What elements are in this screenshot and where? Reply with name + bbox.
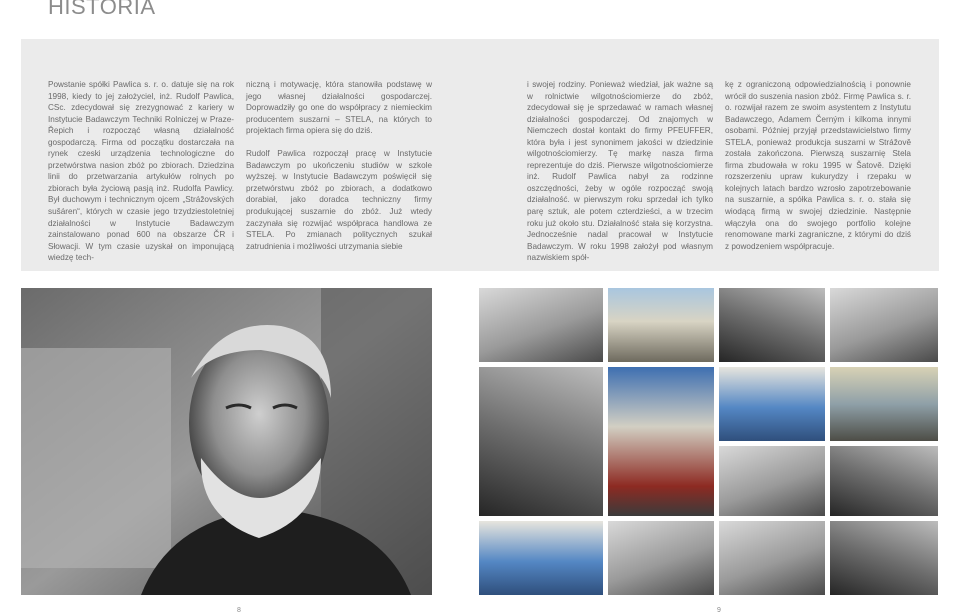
paragraph: Rudolf Pawlica rozpoczął pracę w Instytucie Badawczym po ukończeniu studiów w szkole wyższej. w Instytucie Badawczym poświęcił się przetwórstwu zbóż po zbiorach, a dodatkowo dorabiał, jako doradca techniczny firmy produkującej suszarnie do zbóż. Już wtedy zaczynała się rozwijać współpraca handlowa ze STELA. Po zmianach politycznych szukał zatrudnienia i możliwości utrzymania siebie <box>246 149 432 251</box>
paragraph: i swojej rodziny. Ponieważ wiedział, jak ważne są w rolnictwie wilgotnościomierze do zbóż, zdecydował się je sprzedawać w ramach własnej działalności gospodarczej. Od znajomych w Niemczech dostał kontakt do firmy PFEUFFER, która była i jest synonimem jakości w dziedzinie wilgotnościomierzy. Tę markę nasza firma reprezentuje do dziś. Pierwsze wilgotnościomierze inż. Rudolf Pawlica nabył za rodzinne oszczędności, żeby w ogóle rozpocząć swoją działalność. w pierwszym roku sprzedał ich tylko parę sztuk, ale potem czterdzieści, a w trzecim roku już około stu. Działalność stała się korzystna. Jednocześnie nadal pracował w Instytucie Badawczym. W roku 1998 założył pod własnym nazwiskiem spół- <box>527 80 713 263</box>
photo-team-group <box>830 521 938 595</box>
text-column-3 <box>527 79 713 264</box>
photo-grain-silos <box>719 446 825 516</box>
photo-tall-silos <box>608 521 714 595</box>
page-number-left: 8 <box>237 607 241 614</box>
text-column-2 <box>246 79 432 252</box>
founder-portrait-photo <box>21 288 432 595</box>
photo-engineer-portrait <box>830 446 938 516</box>
text-column-1 <box>48 79 234 264</box>
photo-dryer-plant <box>479 288 603 362</box>
photo-silo-interior <box>830 288 938 362</box>
text-column-4 <box>725 79 911 252</box>
photo-exhibition-visitors <box>479 521 603 595</box>
portrait-illustration <box>21 288 432 595</box>
photo-dryer-tower-bw <box>479 367 603 516</box>
photo-business-meeting <box>719 288 825 362</box>
page-number-right: 9 <box>717 607 721 614</box>
page-title: HISTORIA <box>48 0 156 19</box>
paragraph: niczną i motywację, która stanowiła podstawę w jego własnej działalności gospodarczej. Doprowadziły go one do współpracy z niemieckim producentem suszarni – STELA, na których to projektach firma opiera się do dziś. <box>246 80 432 136</box>
photo-industrial-site <box>608 288 714 362</box>
paragraph: Powstanie spółki Pawlica s. r. o. datuje się na rok 1998, kiedy to jej założyciel, inż. Rudolf Pawlica, CSc. zdecydował się zrezygnować z kariery w Instytucie Badawczym Techniki Rolniczej w Praze-Řepich i rozpocząć własną działalność gospodarczą. Firma od początku dostarczała na rynek czeski urządzenia technologiczne do przetwórstwa nasion zbóż po zbiorach. Dziedzina linii do przetwarzania artykułów rolnych po zbiorach była życiową pasją inż. Rudolfa Pawlicy. Był duchowym i technicznym ojcem „Strážovských sušáren“, których w czasie jego trzydziestoletniej działalności w Instytucie Badawczym zainstalowano ponad 600 na obszarze ČR i Słowacji. W tym czasie uzyskał on imponującą wiedzę tech- <box>48 80 234 263</box>
photo-trade-fair-stand <box>719 367 825 441</box>
paragraph: kę z ograniczoną odpowiedzialnością i ponownie wrócił do suszenia nasion zbóż. Firmę Pawlica s. r. o. rozwijał razem ze swoim asystentem z Instytutu Badawczego, Adamem Černým i kilkoma innymi osobami. Później przyjął przedstawicielstwo firmy STELA, ponieważ produkcja suszarni w Strážově została zakończona. Pierwszą suszarnię Stela firma zbudowała w roku 1995 w Šatově. Dzięki rozszerzeniu upraw kukurydzy i rzepaku w kolejnych latach bardzo wzrosło zapotrzebowanie na suszarnie, a spółka Pawlica s. r. o. stała się wiodącą firmą w swojej dziedzinie. Następnie włączyła ona do swojego portfolio kolejne renomowane marki zagraniczne, z którymi do dziś z powodzeniem współpracuje. <box>725 80 911 251</box>
photo-silo-complex <box>830 367 938 441</box>
photo-dryer-building <box>719 521 825 595</box>
photo-dryer-tower-color <box>608 367 714 516</box>
